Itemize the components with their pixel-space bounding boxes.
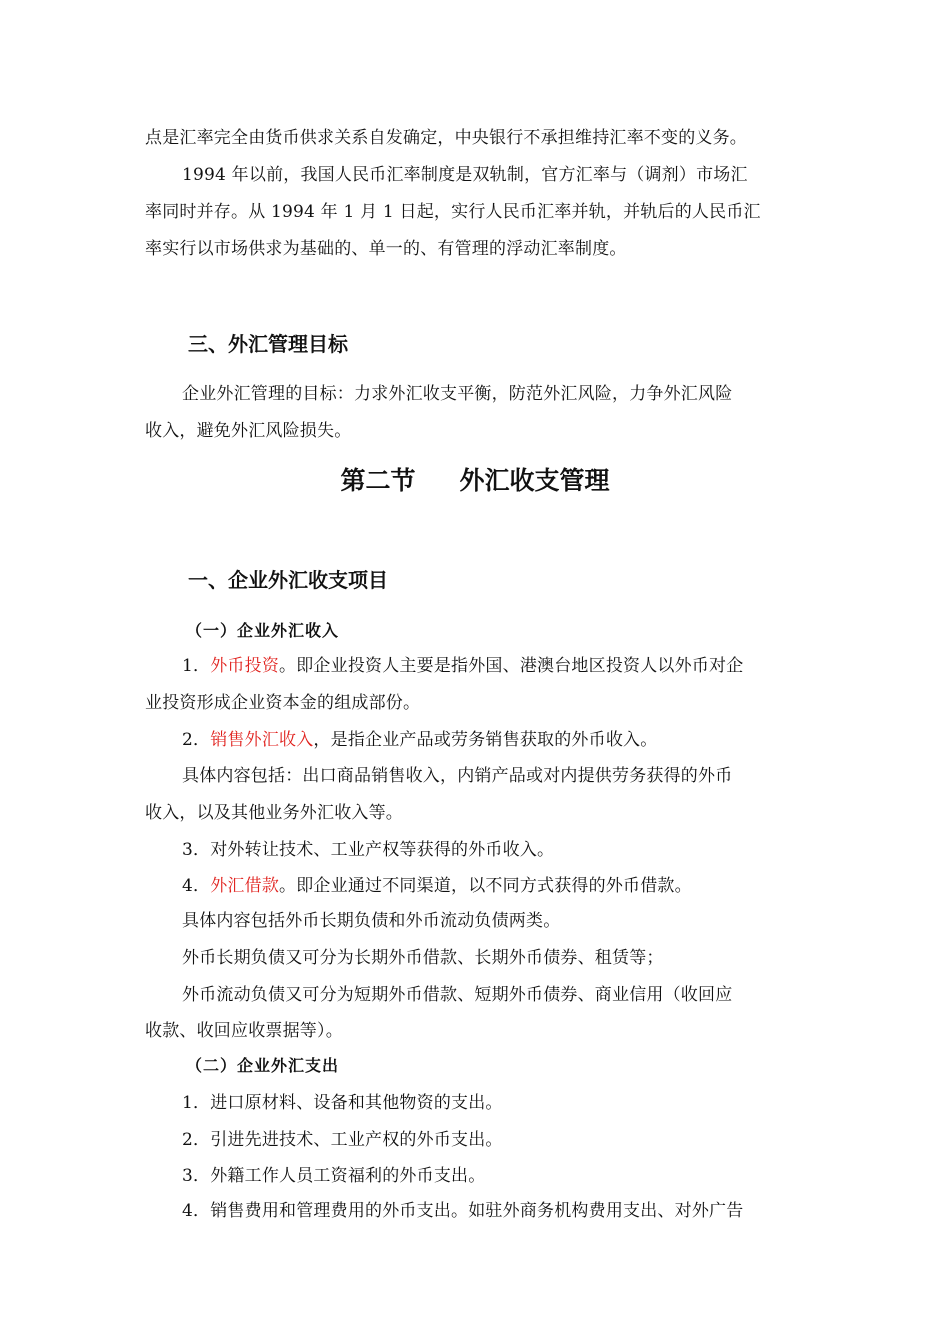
section-title	[0, 465, 950, 497]
item-number: 1．	[182, 656, 211, 676]
paragraph-line: 外币长期负债又可分为长期外币借款、长期外币债券、租赁等；	[182, 948, 664, 968]
heading-income-expense-items: 一、企业外汇收支项目	[188, 568, 388, 592]
paragraph-line: 业投资形成企业资本金的组成部份。	[145, 693, 421, 713]
item-number: 4．	[182, 876, 211, 896]
section-number: 第二节	[340, 466, 416, 495]
highlight-term: 销售外汇收入	[210, 730, 314, 750]
list-item: 1．进口原材料、设备和其他物资的支出。	[182, 1093, 503, 1113]
paragraph-line: 外币流动负债又可分为短期外币借款、短期外币债券、商业信用（收回应	[182, 985, 733, 1005]
list-item: 3．外籍工作人员工资福利的外币支出。	[182, 1166, 486, 1186]
highlight-term: 外汇借款	[210, 876, 280, 896]
paragraph-line: 收款、收回应收票据等）。	[145, 1021, 343, 1041]
subheading-expense: （二）企业外汇支出	[186, 1056, 340, 1075]
list-item: 2．引进先进技术、工业产权的外币支出。	[182, 1130, 503, 1150]
list-item: 3．对外转让技术、工业产权等获得的外币收入。	[182, 840, 555, 860]
paragraph-line: 具体内容包括外币长期负债和外币流动负债两类。	[182, 911, 561, 931]
list-item	[182, 729, 657, 751]
subheading-income: （一）企业外汇收入	[186, 621, 340, 640]
item-text: 。即企业通过不同渠道，以不同方式获得的外币借款。	[279, 876, 692, 896]
highlight-term: 外币投资	[210, 656, 280, 676]
section-name: 外汇收支管理	[459, 466, 610, 495]
paragraph-line: 收入，避免外汇风险损失。	[145, 421, 352, 441]
paragraph-line: 具体内容包括：出口商品销售收入，内销产品或对内提供劳务获得的外币	[182, 766, 733, 786]
paragraph-line: 率同时并存。从 1994 年 1 月 1 日起，实行人民币汇率并轨，并轨后的人民币汇	[145, 202, 761, 222]
paragraph-line: 收入，以及其他业务外汇收入等。	[145, 803, 403, 823]
item-text: 。即企业投资人主要是指外国、港澳台地区投资人以外币对企	[279, 656, 744, 676]
item-number: 2．	[182, 730, 211, 750]
heading-management-goals: 三、外汇管理目标	[188, 332, 348, 356]
list-item	[182, 655, 743, 677]
paragraph-line: 率实行以市场供求为基础的、单一的、有管理的浮动汇率制度。	[145, 239, 627, 259]
list-item: 4．销售费用和管理费用的外币支出。如驻外商务机构费用支出、对外广告	[182, 1201, 744, 1221]
item-text: ，是指企业产品或劳务销售获取的外币收入。	[313, 730, 658, 750]
paragraph-line: 1994 年以前，我国人民币汇率制度是双轨制，官方汇率与（调剂）市场汇	[182, 165, 748, 185]
list-item	[182, 875, 692, 897]
paragraph-line: 点是汇率完全由货币供求关系自发确定，中央银行不承担维持汇率不变的义务。	[145, 128, 747, 148]
paragraph-line: 企业外汇管理的目标：力求外汇收支平衡，防范外汇风险，力争外汇风险	[182, 384, 733, 404]
